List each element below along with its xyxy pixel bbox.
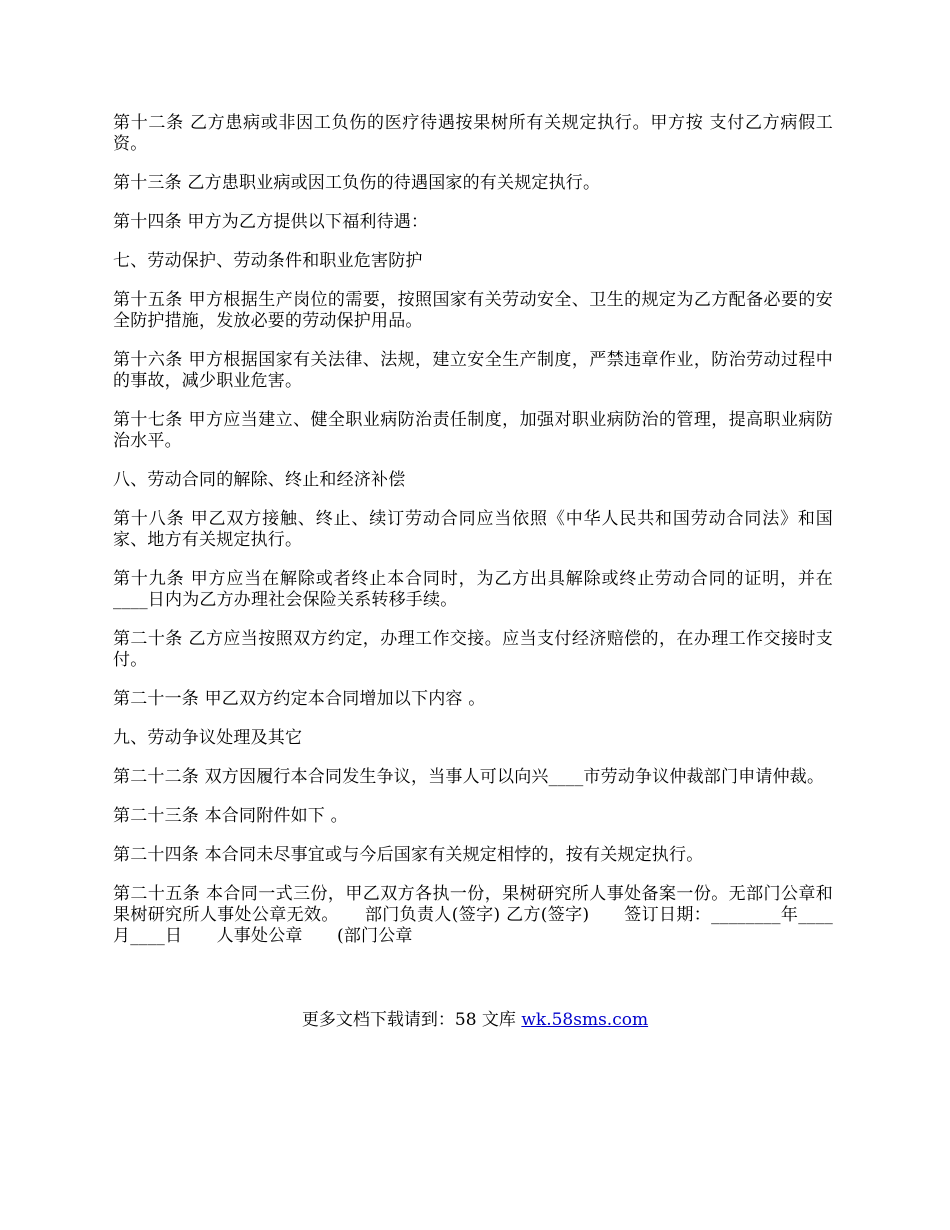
footer-link[interactable]: wk.58sms.com bbox=[521, 1010, 649, 1030]
section-heading-9: 九、劳动争议处理及其它 bbox=[113, 728, 303, 748]
paragraph-article-14: 第十四条 甲方为乙方提供以下福利待遇： bbox=[113, 212, 429, 232]
paragraph-article-12: 第十二条 乙方患病或非因工负伤的医疗待遇按果树所有关规定执行。甲方按 支付乙方病假工资。 bbox=[113, 113, 833, 154]
section-heading-7: 七、劳动保护、劳动条件和职业危害防护 bbox=[113, 251, 423, 271]
paragraph-article-20: 第二十条 乙方应当按照双方约定，办理工作交接。应当支付经济赔偿的，在办理工作交接时支付。 bbox=[113, 629, 833, 670]
footer-text: 更多文档下载请到：58 文库 bbox=[301, 1010, 522, 1030]
paragraph-article-23: 第二十三条 本合同附件如下 。 bbox=[113, 806, 348, 826]
paragraph-article-18: 第十八条 甲乙双方接触、终止、续订劳动合同应当依照《中华人民共和国劳动合同法》和国家、地方有关规定执行。 bbox=[113, 509, 833, 550]
paragraph-article-19: 第十九条 甲方应当在解除或者终止本合同时，为乙方出具解除或终止劳动合同的证明，并在____日内为乙方办理社会保险关系转移手续。 bbox=[113, 569, 833, 610]
paragraph-article-16: 第十六条 甲方根据国家有关法律、法规，建立安全生产制度，严禁违章作业，防治劳动过程中的事故，减少职业危害。 bbox=[113, 350, 833, 391]
paragraph-article-17: 第十七条 甲方应当建立、健全职业病防治责任制度，加强对职业病防治的管理，提高职业病防治水平。 bbox=[113, 410, 833, 451]
footer bbox=[0, 1010, 950, 1031]
paragraph-article-15: 第十五条 甲方根据生产岗位的需要，按照国家有关劳动安全、卫生的规定为乙方配备必要的安全防护措施，发放必要的劳动保护用品。 bbox=[113, 290, 833, 331]
document-body bbox=[113, 113, 833, 965]
section-heading-8: 八、劳动合同的解除、终止和经济补偿 bbox=[113, 470, 406, 490]
paragraph-article-13: 第十三条 乙方患职业病或因工负伤的待遇国家的有关规定执行。 bbox=[113, 173, 601, 193]
paragraph-article-24: 第二十四条 本合同未尽事宜或与今后国家有关规定相悖的，按有关规定执行。 bbox=[113, 845, 704, 865]
paragraph-article-25: 第二十五条 本合同一式三份，甲乙双方各执一份，果树研究所人事处备案一份。无部门公章和果树研究所人事处公章无效。 部门负责人(签字) 乙方(签字) 签订日期：________年____月____日 人事处公章 (部门公章 bbox=[113, 884, 833, 946]
paragraph-article-21: 第二十一条 甲乙双方约定本合同增加以下内容 。 bbox=[113, 689, 486, 709]
paragraph-article-22: 第二十二条 双方因履行本合同发生争议，当事人可以向兴____市劳动争议仲裁部门申请仲裁。 bbox=[113, 767, 825, 787]
